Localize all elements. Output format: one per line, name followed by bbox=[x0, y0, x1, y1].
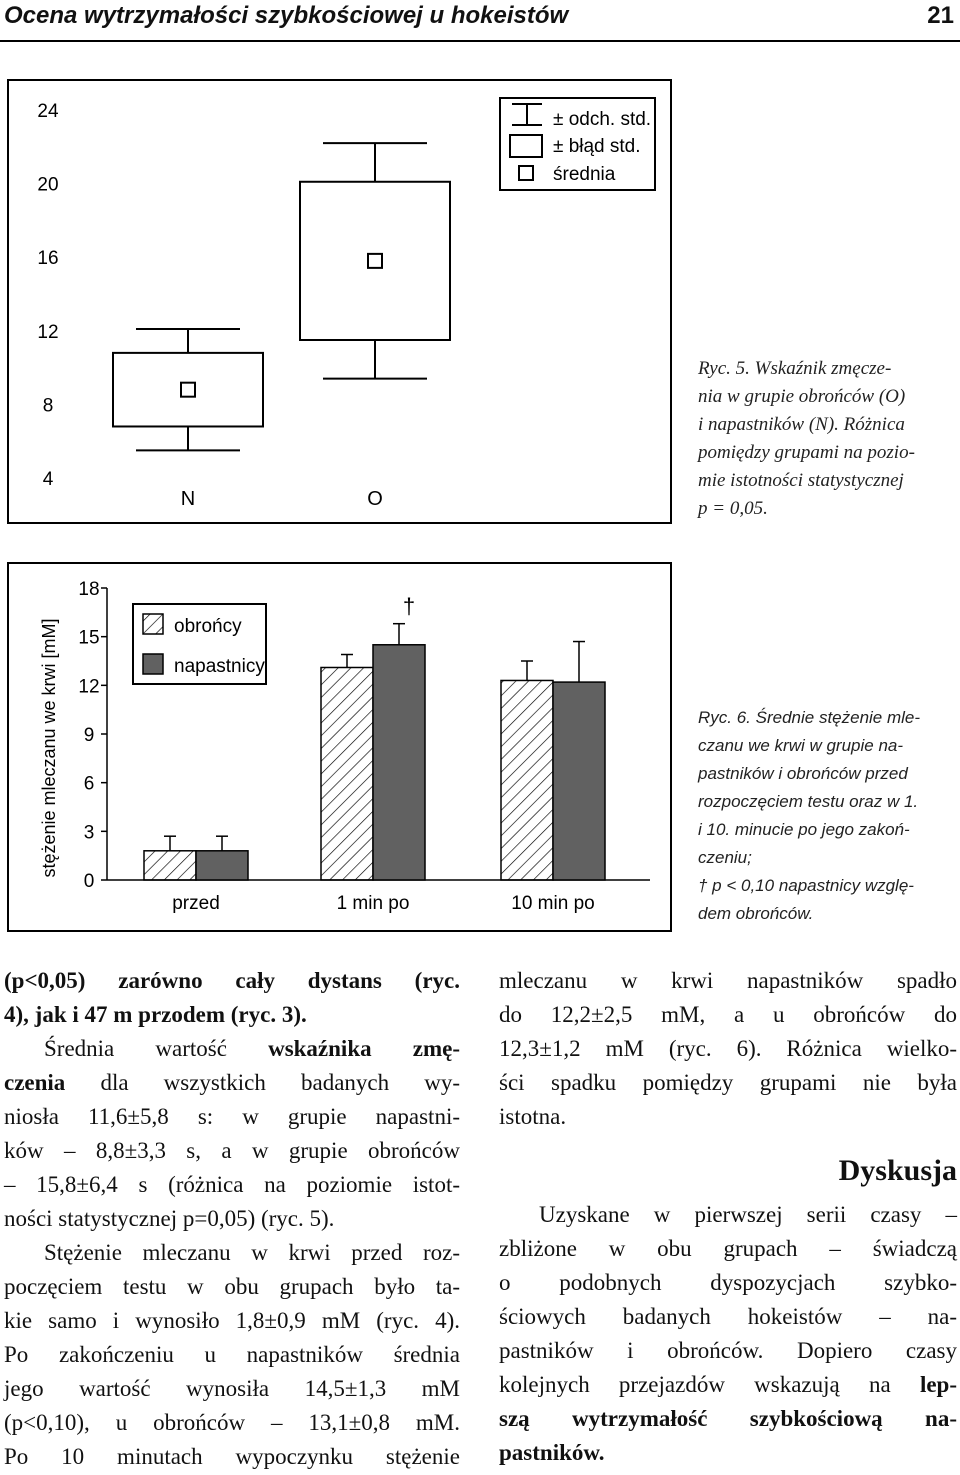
text-line: Po zakończeniu u napastników średnia bbox=[4, 1342, 460, 1367]
text-line: jego wartość wynosiła 14,5±1,3 mM bbox=[4, 1376, 460, 1401]
y-tick-label: 6 bbox=[83, 773, 95, 795]
caption-line: nia w grupie obrońców (O) bbox=[698, 386, 906, 407]
caption-line: mie istotności statystycznej bbox=[698, 470, 904, 491]
section-heading: Dyskusja bbox=[838, 1154, 957, 1187]
y-tick-label: 15 bbox=[78, 627, 100, 649]
legend-mean-label: średnia bbox=[553, 164, 616, 185]
bar bbox=[501, 680, 553, 880]
caption-line: Ryc. 5. Wskaźnik zmęcze- bbox=[698, 358, 892, 379]
y-tick-label: 12 bbox=[78, 676, 100, 698]
y-tick-label: 12 bbox=[37, 321, 59, 343]
caption-line: i napastników (N). Różnica bbox=[698, 414, 905, 435]
text-line: do 12,2±2,5 mM, a u obrońców do bbox=[499, 1002, 957, 1027]
x-category-label: 1 min po bbox=[336, 893, 410, 914]
text-line: szą wytrzymałość szybkościową na- bbox=[499, 1406, 957, 1431]
y-tick-label: 20 bbox=[37, 174, 59, 196]
bar bbox=[553, 682, 605, 880]
y-tick-label: 9 bbox=[83, 725, 95, 746]
text-line bbox=[4, 1032, 460, 1066]
figure-6-caption bbox=[698, 704, 960, 928]
running-title: Ocena wytrzymałości szybkościowej u hokeistów bbox=[4, 2, 569, 29]
text-line: Uzyskane w pierwszej serii czasy – bbox=[539, 1202, 957, 1227]
y-tick-label: 16 bbox=[37, 248, 59, 270]
figure-6-legend bbox=[133, 604, 266, 684]
text-line: – 15,8±6,4 s (różnica na poziomie istot- bbox=[4, 1172, 460, 1197]
text-line: Stężenie mleczanu w krwi przed roz- bbox=[44, 1240, 460, 1265]
text-line: 4), jak i 47 m przodem (ryc. 3). bbox=[4, 1002, 307, 1027]
text-line: (p<0,10), u obrońców – 13,1±0,8 mM. bbox=[4, 1410, 460, 1435]
caption-line: p = 0,05. bbox=[698, 498, 768, 519]
text-line bbox=[4, 1066, 460, 1100]
x-category-label: 10 min po bbox=[511, 893, 595, 914]
significance-marker: † bbox=[402, 593, 416, 619]
bold-term: lep- bbox=[919, 1372, 958, 1397]
text-line: poczęciem testu w obu grupach było ta- bbox=[4, 1274, 460, 1299]
bar bbox=[196, 851, 248, 880]
text-line: ściowych badanych hokeistów – na- bbox=[499, 1304, 957, 1329]
y-tick-label: 24 bbox=[37, 101, 59, 122]
bar bbox=[321, 667, 373, 880]
left-column bbox=[4, 964, 460, 1474]
text-line: 12,3±1,2 mM (ryc. 6). Różnica wielko- bbox=[499, 1036, 957, 1061]
text-line: (p<0,05) zarówno cały dystans (ryc. bbox=[4, 968, 460, 993]
caption-line: rozpoczęciem testu oraz w 1. bbox=[698, 792, 919, 811]
bar bbox=[144, 851, 196, 880]
legend-se-label: ± błąd std. bbox=[553, 136, 641, 157]
legend-sd-label: ± odch. std. bbox=[553, 109, 652, 130]
text-line: mleczanu w krwi napastników spadło bbox=[499, 968, 957, 993]
y-tick-label: 18 bbox=[78, 579, 100, 600]
caption-line: i 10. minucie po jego zakoń- bbox=[698, 820, 910, 839]
caption-line: dem obrońców. bbox=[698, 904, 814, 923]
text-line: pastników. bbox=[499, 1440, 605, 1465]
y-axis-label: stężenie mleczanu we krwi [mM] bbox=[39, 618, 59, 878]
text-line: pastników i obrońców. Dopiero czasy bbox=[499, 1338, 957, 1363]
caption-line: pastników i obrońców przed bbox=[698, 764, 908, 783]
text-line: ków – 8,8±3,3 s, a w grupie obrońców bbox=[4, 1138, 460, 1163]
legend-defenders-label: obrońcy bbox=[174, 616, 242, 637]
legend-forwards-label: napastnicy bbox=[174, 656, 265, 677]
text-run: dla wszystkich badanych wy- bbox=[100, 1070, 461, 1095]
text-run: kolejnych przejazdów wskazują na bbox=[499, 1372, 891, 1397]
caption-line: czanu we krwi w grupie na- bbox=[698, 736, 904, 755]
caption-line: pomiędzy grupami na pozio- bbox=[698, 442, 915, 463]
caption-line: † p < 0,10 napastnicy wzglę- bbox=[698, 876, 914, 895]
y-tick-label: 0 bbox=[83, 871, 95, 892]
page-number: 21 bbox=[927, 2, 954, 29]
text-line: Po 10 minutach wypoczynku stężenie bbox=[4, 1444, 460, 1469]
caption-line: Ryc. 6. Średnie stężenie mle- bbox=[698, 708, 921, 727]
text-line: niosła 11,6±5,8 s: w grupie napastni- bbox=[4, 1104, 460, 1129]
text-line: kie samo i wynosiło 1,8±0,9 mM (ryc. 4). bbox=[4, 1308, 460, 1333]
right-column bbox=[499, 964, 957, 1470]
x-category-label: N bbox=[180, 488, 196, 510]
text-line bbox=[499, 1368, 957, 1402]
text-line: ności statystycznej p=0,05) (ryc. 5). bbox=[4, 1206, 335, 1231]
bar bbox=[373, 645, 425, 880]
y-tick-label: 3 bbox=[83, 822, 95, 844]
bold-term: czenia bbox=[4, 1070, 66, 1095]
x-category-label: O bbox=[367, 488, 383, 510]
caption-line: czeniu; bbox=[698, 848, 752, 867]
text-line: ści spadku pomiędzy grupami nie była bbox=[499, 1070, 957, 1095]
x-category-label: przed bbox=[172, 893, 220, 914]
y-tick-label: 4 bbox=[42, 469, 54, 490]
text-line: o podobnych dyspozycjach szybko- bbox=[499, 1270, 957, 1295]
text-line: zbliżone w obu grupach – świadczą bbox=[499, 1236, 957, 1261]
text-run: Średnia wartość bbox=[44, 1036, 227, 1061]
bold-term: wskaźnika zmę- bbox=[268, 1036, 460, 1061]
y-tick-label: 8 bbox=[42, 395, 54, 417]
text-line: istotna. bbox=[499, 1104, 567, 1129]
